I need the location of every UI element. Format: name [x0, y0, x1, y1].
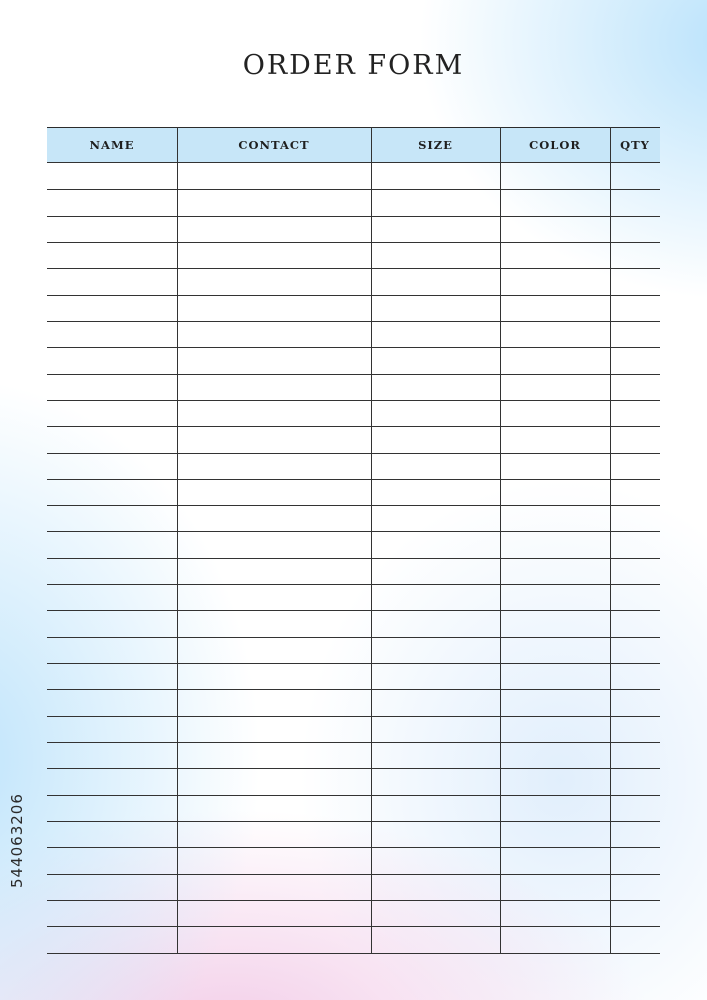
cell-qty[interactable] [610, 689, 660, 715]
cell-size[interactable] [371, 610, 500, 636]
cell-contact[interactable] [177, 479, 371, 505]
column-header-name: NAME [89, 138, 135, 152]
cell-size[interactable] [371, 768, 500, 794]
cell-contact[interactable] [177, 268, 371, 294]
cell-name[interactable] [47, 163, 177, 189]
cell-contact[interactable] [177, 453, 371, 479]
cell-name[interactable] [47, 821, 177, 847]
column-header-size: SIZE [418, 138, 453, 152]
table-row [47, 637, 660, 663]
table-row [47, 558, 660, 584]
cell-name[interactable] [47, 347, 177, 373]
table-row [47, 295, 660, 321]
cell-name[interactable] [47, 742, 177, 768]
cell-color[interactable] [500, 689, 610, 715]
cell-qty[interactable] [610, 453, 660, 479]
cell-name[interactable] [47, 768, 177, 794]
cell-contact[interactable] [177, 400, 371, 426]
cell-contact[interactable] [177, 163, 371, 189]
table-row [47, 163, 660, 189]
cell-color[interactable] [500, 847, 610, 873]
page-title: ORDER FORM [242, 50, 465, 81]
cell-color[interactable] [500, 874, 610, 900]
cell-contact[interactable] [177, 531, 371, 557]
table-row [47, 716, 660, 742]
cell-size[interactable] [371, 874, 500, 900]
column-header-qty: QTY [620, 138, 650, 152]
cell-qty[interactable] [610, 295, 660, 321]
table-row [47, 926, 660, 952]
cell-size[interactable] [371, 479, 500, 505]
cell-qty[interactable] [610, 347, 660, 373]
cell-color[interactable] [500, 531, 610, 557]
cell-qty[interactable] [610, 716, 660, 742]
cell-color[interactable] [500, 742, 610, 768]
cell-size[interactable] [371, 321, 500, 347]
cell-qty[interactable] [610, 426, 660, 452]
cell-name[interactable] [47, 689, 177, 715]
cell-color[interactable] [500, 268, 610, 294]
cell-qty[interactable] [610, 505, 660, 531]
column-divider-line [371, 127, 372, 953]
cell-color[interactable] [500, 610, 610, 636]
cell-contact[interactable] [177, 716, 371, 742]
table-row [47, 531, 660, 557]
cell-color[interactable] [500, 584, 610, 610]
cell-size[interactable] [371, 689, 500, 715]
cell-name[interactable] [47, 847, 177, 873]
cell-size[interactable] [371, 742, 500, 768]
cell-color[interactable] [500, 426, 610, 452]
cell-qty[interactable] [610, 900, 660, 926]
table-row [47, 426, 660, 452]
table-row [47, 663, 660, 689]
cell-color[interactable] [500, 716, 610, 742]
cell-name[interactable] [47, 426, 177, 452]
cell-qty[interactable] [610, 847, 660, 873]
column-divider-line [177, 127, 178, 953]
table-row [47, 189, 660, 215]
cell-size[interactable] [371, 531, 500, 557]
column-header-color: COLOR [529, 138, 581, 152]
table-header-row [47, 127, 660, 163]
table-row [47, 400, 660, 426]
cell-color[interactable] [500, 321, 610, 347]
cell-qty[interactable] [610, 926, 660, 952]
cell-color[interactable] [500, 900, 610, 926]
cell-size[interactable] [371, 795, 500, 821]
cell-color[interactable] [500, 347, 610, 373]
cell-size[interactable] [371, 505, 500, 531]
table-row [47, 795, 660, 821]
cell-color[interactable] [500, 479, 610, 505]
cell-contact[interactable] [177, 663, 371, 689]
table-row [47, 900, 660, 926]
cell-color[interactable] [500, 926, 610, 952]
cell-color[interactable] [500, 216, 610, 242]
cell-size[interactable] [371, 847, 500, 873]
table-row [47, 847, 660, 873]
cell-qty[interactable] [610, 663, 660, 689]
cell-contact[interactable] [177, 742, 371, 768]
table-row [47, 689, 660, 715]
table-row [47, 453, 660, 479]
cell-name[interactable] [47, 531, 177, 557]
cell-color[interactable] [500, 163, 610, 189]
cell-color[interactable] [500, 637, 610, 663]
cell-name[interactable] [47, 242, 177, 268]
column-header-contact: CONTACT [238, 138, 310, 152]
cell-contact[interactable] [177, 584, 371, 610]
cell-size[interactable] [371, 295, 500, 321]
cell-qty[interactable] [610, 268, 660, 294]
cell-size[interactable] [371, 900, 500, 926]
cell-color[interactable] [500, 558, 610, 584]
cell-name[interactable] [47, 610, 177, 636]
cell-name[interactable] [47, 637, 177, 663]
cell-size[interactable] [371, 558, 500, 584]
column-divider-line [610, 127, 611, 953]
cell-contact[interactable] [177, 216, 371, 242]
table-row [47, 242, 660, 268]
cell-name[interactable] [47, 505, 177, 531]
table-row [47, 768, 660, 794]
cell-size[interactable] [371, 821, 500, 847]
table-row [47, 479, 660, 505]
cell-size[interactable] [371, 716, 500, 742]
cell-size[interactable] [371, 374, 500, 400]
cell-contact[interactable] [177, 821, 371, 847]
cell-name[interactable] [47, 216, 177, 242]
cell-size[interactable] [371, 347, 500, 373]
cell-size[interactable] [371, 189, 500, 215]
cell-contact[interactable] [177, 505, 371, 531]
cell-name[interactable] [47, 321, 177, 347]
cell-qty[interactable] [610, 874, 660, 900]
table-row [47, 505, 660, 531]
table-row [47, 321, 660, 347]
cell-name[interactable] [47, 900, 177, 926]
cell-qty[interactable] [610, 742, 660, 768]
watermark-id: 544063206 [8, 793, 26, 888]
cell-name[interactable] [47, 874, 177, 900]
cell-contact[interactable] [177, 189, 371, 215]
cell-color[interactable] [500, 505, 610, 531]
cell-color[interactable] [500, 768, 610, 794]
cell-contact[interactable] [177, 374, 371, 400]
cell-name[interactable] [47, 374, 177, 400]
cell-contact[interactable] [177, 900, 371, 926]
cell-contact[interactable] [177, 321, 371, 347]
cell-contact[interactable] [177, 768, 371, 794]
cell-name[interactable] [47, 453, 177, 479]
cell-qty[interactable] [610, 531, 660, 557]
cell-contact[interactable] [177, 426, 371, 452]
cell-qty[interactable] [610, 768, 660, 794]
cell-qty[interactable] [610, 558, 660, 584]
cell-contact[interactable] [177, 926, 371, 952]
cell-qty[interactable] [610, 821, 660, 847]
table-row [47, 374, 660, 400]
cell-contact[interactable] [177, 242, 371, 268]
column-divider-line [500, 127, 501, 953]
cell-contact[interactable] [177, 295, 371, 321]
table-row [47, 742, 660, 768]
cell-size[interactable] [371, 453, 500, 479]
cell-qty[interactable] [610, 242, 660, 268]
cell-contact[interactable] [177, 847, 371, 873]
cell-qty[interactable] [610, 400, 660, 426]
cell-contact[interactable] [177, 610, 371, 636]
cell-contact[interactable] [177, 637, 371, 663]
cell-name[interactable] [47, 663, 177, 689]
table-row [47, 584, 660, 610]
row-divider-line [47, 953, 660, 954]
cell-name[interactable] [47, 189, 177, 215]
cell-contact[interactable] [177, 689, 371, 715]
cell-size[interactable] [371, 637, 500, 663]
cell-name[interactable] [47, 479, 177, 505]
cell-color[interactable] [500, 374, 610, 400]
cell-name[interactable] [47, 926, 177, 952]
cell-name[interactable] [47, 295, 177, 321]
cell-color[interactable] [500, 795, 610, 821]
table-row [47, 268, 660, 294]
cell-contact[interactable] [177, 795, 371, 821]
table-row [47, 216, 660, 242]
cell-color[interactable] [500, 189, 610, 215]
cell-color[interactable] [500, 295, 610, 321]
table-row [47, 874, 660, 900]
cell-qty[interactable] [610, 610, 660, 636]
cell-qty[interactable] [610, 216, 660, 242]
cell-size[interactable] [371, 400, 500, 426]
table-row [47, 821, 660, 847]
cell-name[interactable] [47, 400, 177, 426]
cell-size[interactable] [371, 268, 500, 294]
cell-qty[interactable] [610, 321, 660, 347]
cell-qty[interactable] [610, 584, 660, 610]
table-row [47, 347, 660, 373]
cell-color[interactable] [500, 821, 610, 847]
cell-name[interactable] [47, 716, 177, 742]
cell-size[interactable] [371, 426, 500, 452]
cell-name[interactable] [47, 795, 177, 821]
cell-qty[interactable] [610, 795, 660, 821]
cell-size[interactable] [371, 926, 500, 952]
cell-qty[interactable] [610, 479, 660, 505]
cell-size[interactable] [371, 584, 500, 610]
cell-contact[interactable] [177, 874, 371, 900]
cell-color[interactable] [500, 400, 610, 426]
cell-name[interactable] [47, 268, 177, 294]
cell-size[interactable] [371, 663, 500, 689]
cell-color[interactable] [500, 663, 610, 689]
cell-color[interactable] [500, 453, 610, 479]
cell-qty[interactable] [610, 374, 660, 400]
cell-contact[interactable] [177, 558, 371, 584]
cell-name[interactable] [47, 558, 177, 584]
cell-qty[interactable] [610, 637, 660, 663]
cell-size[interactable] [371, 163, 500, 189]
cell-name[interactable] [47, 584, 177, 610]
cell-size[interactable] [371, 216, 500, 242]
cell-qty[interactable] [610, 189, 660, 215]
table-row [47, 610, 660, 636]
cell-contact[interactable] [177, 347, 371, 373]
cell-color[interactable] [500, 242, 610, 268]
cell-size[interactable] [371, 242, 500, 268]
cell-qty[interactable] [610, 163, 660, 189]
